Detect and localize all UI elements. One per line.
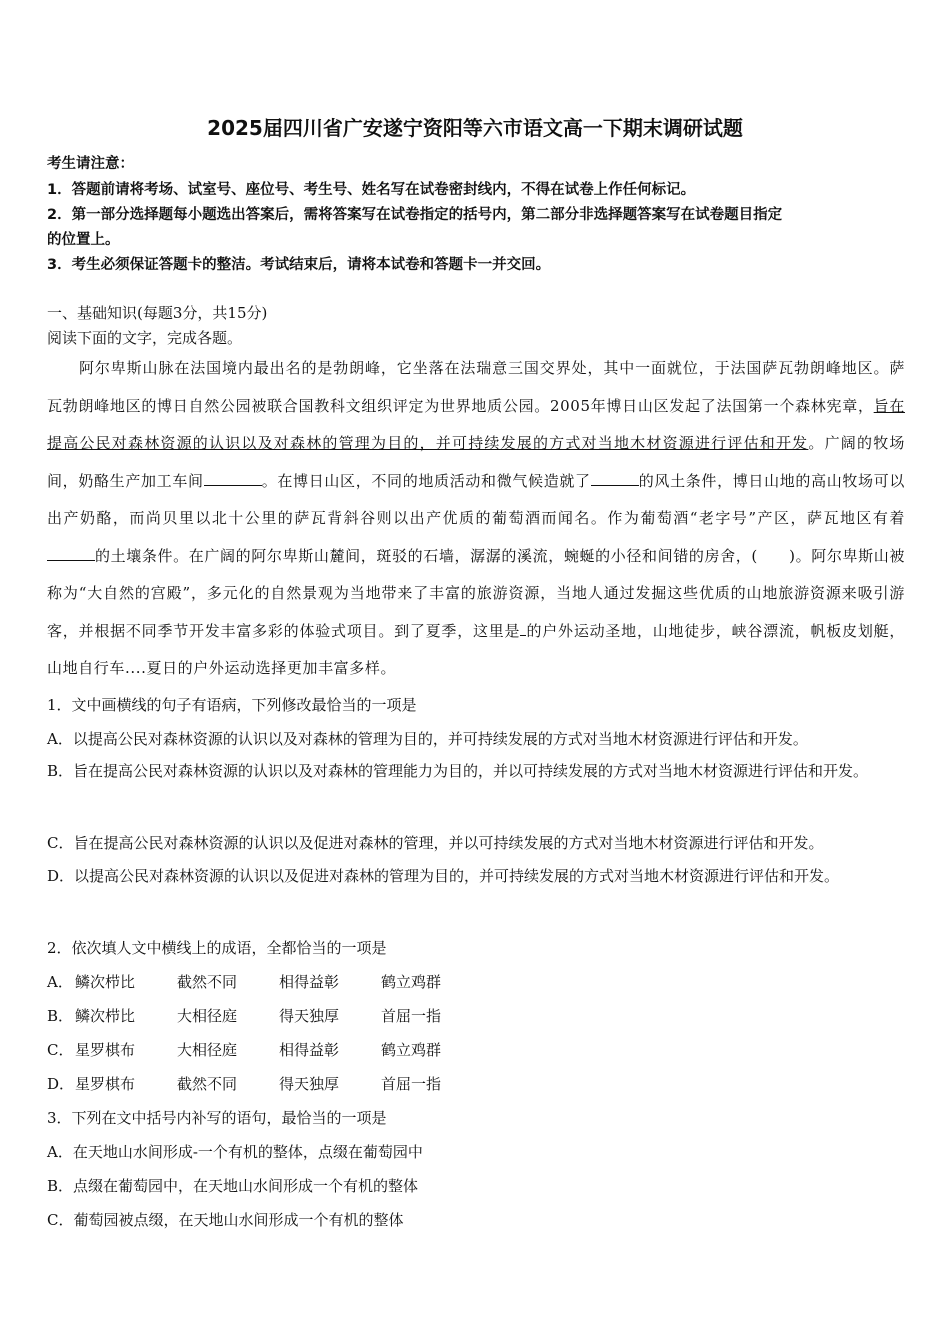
idiom: 得天独厚 <box>279 1007 340 1025</box>
blank-2 <box>591 469 639 486</box>
option-label: B． <box>47 1007 74 1025</box>
q2-option-d <box>47 1073 483 1094</box>
q3-option-c: C．葡萄园被点缀，在天地山水间形成一个有机的整体 <box>47 1211 404 1229</box>
q3-option-b: B．点缀在葡萄园中，在天地山水间形成一个有机的整体 <box>47 1177 419 1195</box>
passage-part-4: 的风土条件，博日山地的高山牧场可以出产奶酪，而尚贝里以北十公里的萨瓦背斜谷则以出产优质的葡萄酒而闻名。作为葡萄酒“老字号”产区，萨瓦地区有着 <box>47 471 905 527</box>
q2-option-c <box>47 1039 483 1060</box>
idiom: 截然不同 <box>177 1075 238 1093</box>
idiom: 大相径庭 <box>177 1007 238 1025</box>
idiom: 大相径庭 <box>177 1041 238 1059</box>
q1-stem: 1．文中画横线的句子有语病，下列修改最恰当的一项是 <box>47 696 417 714</box>
idiom: 鹤立鸡群 <box>381 1041 442 1059</box>
idiom: 鳞次栉比 <box>75 1007 136 1025</box>
blank-3 <box>47 544 95 561</box>
q1-option-d: D．以提高公民对森林资源的认识以及促进对森林的管理为目的，并可持续发展的方式对当地木材资源进行评估和开发。 <box>47 867 840 885</box>
notice-item-3: 3．考生必须保证答题卡的整洁。考试结束后，请将本试卷和答题卡一并交回。 <box>47 257 551 273</box>
q2-option-b <box>47 1005 483 1026</box>
notice-heading: 考生请注意： <box>47 156 134 172</box>
idiom: 首屈一指 <box>381 1075 442 1093</box>
idiom: 首屈一指 <box>381 1007 442 1025</box>
idiom: 鳞次栉比 <box>75 973 136 991</box>
q1-option-a: A．以提高公民对森林资源的认识以及对森林的管理为目的，并可持续发展的方式对当地木材资源进行评估和开发。 <box>47 730 808 748</box>
blank-1 <box>204 469 262 486</box>
passage-part-6: 的户外运动圣地，山地徒步，峡谷漂流，帆板皮划艇，山地自行车....夏日的户外运动选择更加丰富多样。 <box>47 621 905 677</box>
q1-option-c: C．旨在提高公民对森林资源的认识以及促进对森林的管理，并以可持续发展的方式对当地木材资源进行评估和开发。 <box>47 834 824 852</box>
underlined-sentence: 旨在提高公民对森林资源的认识以及对森林的管理为目的，并可持续发展的方式对当地木材资源进行评估和开发 <box>47 396 905 452</box>
exam-title: 2025届四川省广安遂宁资阳等六市语文高一下期末调研试题 <box>207 116 743 140</box>
idiom: 星罗棋布 <box>75 1075 136 1093</box>
passage-part-1: 阿尔卑斯山脉在法国境内最出名的是勃朗峰，它坐落在法瑞意三国交界处，其中一面就位，于法国萨瓦勃朗峰地区。萨瓦勃朗峰地区的博日自然公园被联合国教科文组织评定为世界地质公园。2005年博日山区发起了法国第一个森林宪章， <box>47 359 905 415</box>
q2-stem: 2．依次填人文中横线上的成语，全都恰当的一项是 <box>47 939 387 957</box>
idiom: 星罗棋布 <box>75 1041 136 1059</box>
passage-part-2: 。广阔的牧场间，奶酪生产加工车间 <box>47 434 905 490</box>
passage-part-3: 。在博日山区，不同的地质活动和微气候造就了 <box>261 471 591 490</box>
q3-stem: 3．下列在文中括号内补写的语句，最恰当的一项是 <box>47 1109 387 1127</box>
idiom: 鹤立鸡群 <box>381 973 442 991</box>
section-instruction: 阅读下面的文字，完成各题。 <box>47 329 243 347</box>
q1-option-b: B．旨在提高公民对森林资源的认识以及对森林的管理能力为目的，并以可持续发展的方式对当地木材资源进行评估和开发。 <box>47 762 869 780</box>
notice-item-1: 1．答题前请将考场、试室号、座位号、考生号、姓名写在试卷密封线内，不得在试卷上作任何标记。 <box>47 182 696 198</box>
option-label: A． <box>47 973 73 991</box>
section-heading: 一、基础知识(每题3分，共15分) <box>47 304 268 322</box>
idiom: 截然不同 <box>177 973 238 991</box>
reading-passage <box>47 350 905 688</box>
notice-item-2-cont: 的位置上。 <box>47 232 120 248</box>
option-label: D． <box>47 1075 75 1093</box>
q2-option-a <box>47 971 483 992</box>
passage-part-5: 的土壤条件。在广阔的阿尔卑斯山麓间，斑驳的石墙，潺潺的溪流，蜿蜒的小径和间错的房舍，( )。阿尔卑斯山被称为“大自然的宫殿”，多元化的自然景观为当地带来了丰富的旅游资源，当地人通过发掘这些优质的山地旅游资源来吸引游客，并根据不同季节开发丰富多彩的体验式项目。到了夏季，这里是 <box>47 546 905 640</box>
notice-item-2: 2．第一部分选择题每小题选出答案后，需将答案写在试卷指定的括号内，第二部分非选择题答案写在试卷题目指定 <box>47 207 783 223</box>
idiom: 相得益彰 <box>279 1041 340 1059</box>
idiom: 得天独厚 <box>279 1075 340 1093</box>
idiom: 相得益彰 <box>279 973 340 991</box>
q3-option-a: A．在天地山水间形成-一个有机的整体，点缀在葡萄园中 <box>47 1143 423 1161</box>
option-label: C． <box>47 1041 74 1059</box>
